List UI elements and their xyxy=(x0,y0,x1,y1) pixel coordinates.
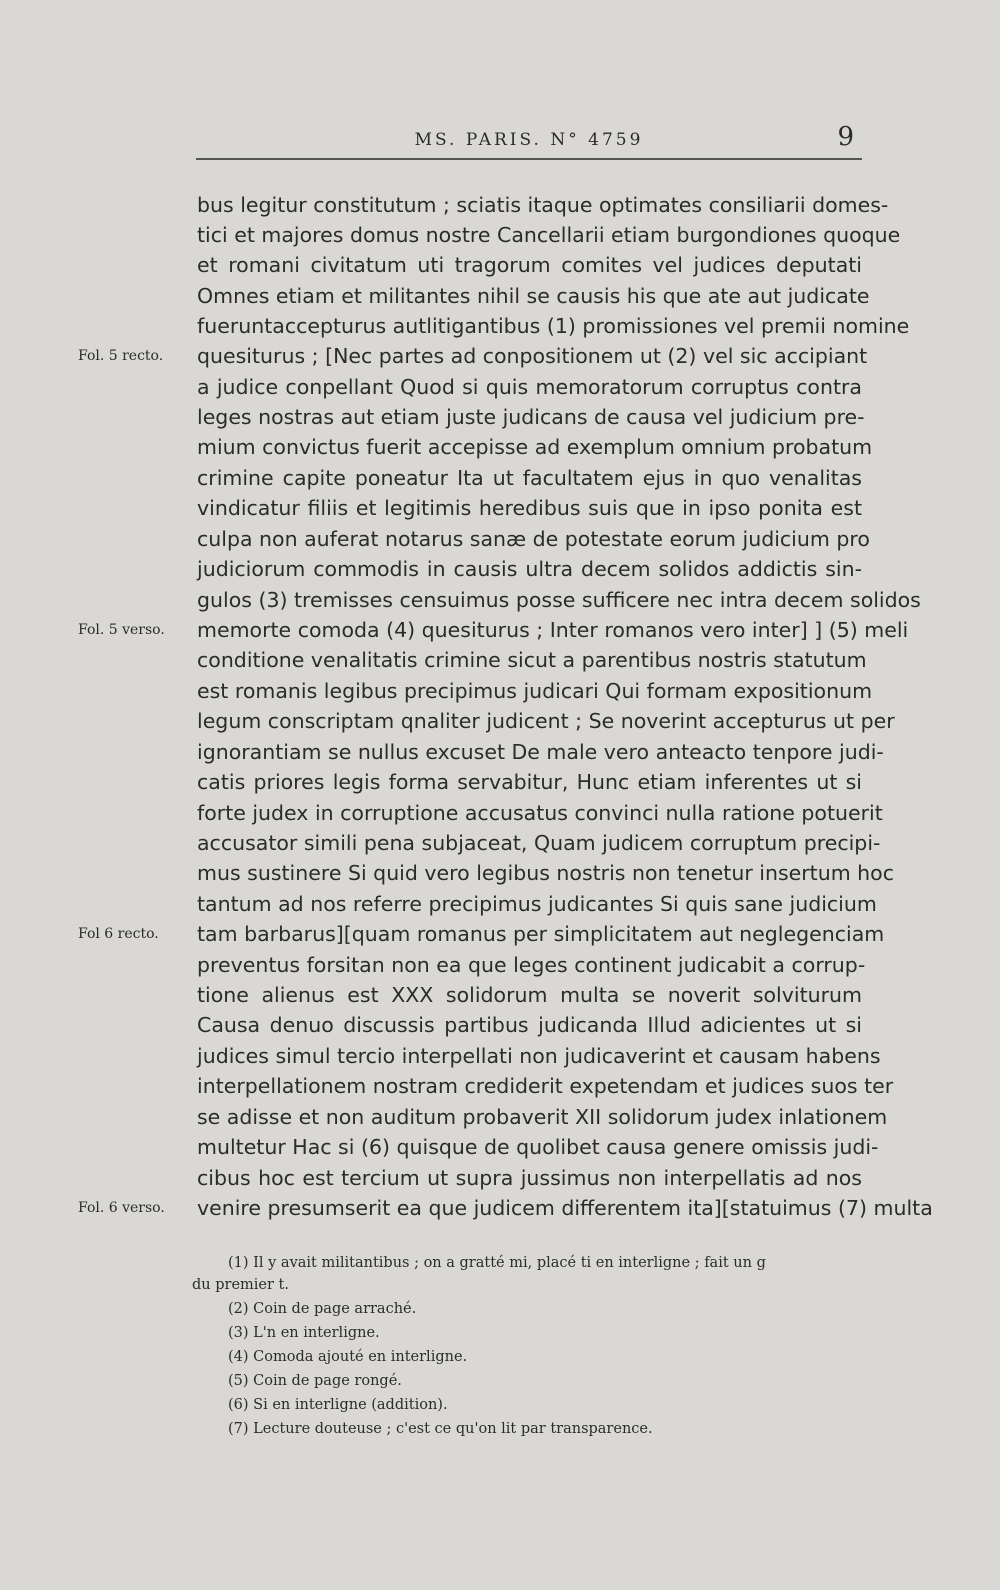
text-line: preventus forsitan non ea que leges continent judicabit a corrup- xyxy=(197,953,866,977)
text-line: judices simul tercio interpellati non judicaverint et causam habens xyxy=(197,1044,881,1068)
text-line: Omnes etiam et militantes nihil se causis his que ate aut judicate xyxy=(197,284,870,308)
text-line: gulos (3) tremisses censuimus posse sufficere nec intra decem solidos xyxy=(197,588,921,612)
text-line: se adisse et non auditum probaverit XII solidorum judex inlationem xyxy=(197,1105,888,1129)
text-line: ignorantiam se nullus excuset De male vero anteacto tenpore judi- xyxy=(197,740,884,764)
footnote: du premier t. xyxy=(192,1277,289,1293)
margin-note: Fol 6 recto. xyxy=(78,926,159,942)
footnote: (2) Coin de page arraché. xyxy=(228,1301,417,1317)
text-line: tam barbarus][quam romanus per simplicitatem aut neglegenciam xyxy=(197,922,885,946)
text-line: legum conscriptam qnaliter judicent ; Se noverint accepturus ut per xyxy=(197,709,895,733)
text-line: mus sustinere Si quid vero legibus nostris non tenetur insertum hoc xyxy=(197,861,894,885)
footnote: (6) Si en interligne (addition). xyxy=(228,1397,448,1413)
text-line: memorte comoda (4) quesiturus ; Inter romanos vero inter] ] (5) meli xyxy=(197,618,909,642)
text-line: judiciorum commodis in causis ultra decem solidos addictis sin- xyxy=(197,557,862,581)
text-line: tantum ad nos referre precipimus judicantes Si quis sane judicium xyxy=(197,892,877,916)
text-line: leges nostras aut etiam juste judicans de causa vel judicium pre- xyxy=(197,405,865,429)
text-line: quesiturus ; [Nec partes ad conpositionem ut (2) vel sic accipiant xyxy=(197,344,868,368)
text-line: bus legitur constitutum ; sciatis itaque optimates consiliarii domes- xyxy=(197,193,889,217)
footnote: (7) Lecture douteuse ; c'est ce qu'on lit par transparence. xyxy=(228,1421,653,1437)
text-line: tici et majores domus nostre Cancellarii etiam burgondiones quoque xyxy=(197,223,901,247)
running-title: MS. PARIS. N° 4759 xyxy=(414,130,644,150)
text-line: tione alienus est XXX solidorum multa se noverit solviturum xyxy=(197,983,862,1007)
text-line: crimine capite poneatur Ita ut facultatem ejus in quo venalitas xyxy=(197,466,862,490)
text-line: culpa non auferat notarus sanæ de potestate eorum judicium pro xyxy=(197,527,870,551)
text-line: accusator simili pena subjaceat, Quam judicem corruptum precipi- xyxy=(197,831,881,855)
text-line: est romanis legibus precipimus judicari Qui formam expositionum xyxy=(197,679,873,703)
text-line: venire presumserit ea que judicem differentem ita][statuimus (7) multa xyxy=(197,1196,933,1220)
text-line: conditione venalitatis crimine sicut a parentibus nostris statutum xyxy=(197,648,867,672)
page-header xyxy=(196,122,862,160)
text-line: interpellationem nostram crediderit expetendam et judices suos ter xyxy=(197,1074,894,1098)
footnote: (1) Il y avait militantibus ; on a gratté mi, placé ti en interligne ; fait un g xyxy=(228,1255,766,1271)
text-line: catis priores legis forma servabitur, Hunc etiam inferentes ut si xyxy=(197,770,862,794)
footnote: (3) L'n en interligne. xyxy=(228,1325,380,1341)
text-line: et romani civitatum uti tragorum comites vel judices deputati xyxy=(197,253,862,277)
text-line: mium convictus fuerit accepisse ad exemplum omnium probatum xyxy=(197,435,873,459)
margin-note: Fol. 6 verso. xyxy=(78,1200,165,1216)
footnote: (4) Comoda ajouté en interligne. xyxy=(228,1349,468,1365)
margin-note: Fol. 5 verso. xyxy=(78,622,165,638)
text-line: vindicatur filiis et legitimis heredibus suis que in ipso ponita est xyxy=(197,496,862,520)
footnote: (5) Coin de page rongé. xyxy=(228,1373,402,1389)
page-number: 9 xyxy=(837,122,854,152)
text-line: cibus hoc est tercium ut supra jussimus non interpellatis ad nos xyxy=(197,1166,862,1190)
margin-note: Fol. 5 recto. xyxy=(78,348,164,364)
text-line: a judice conpellant Quod si quis memoratorum corruptus contra xyxy=(197,375,862,399)
text-line: Causa denuo discussis partibus judicanda Illud adicientes ut si xyxy=(197,1013,862,1037)
text-line: fueruntaccepturus autlitigantibus (1) promissiones vel premii nomine xyxy=(197,314,910,338)
text-line: forte judex in corruptione accusatus convinci nulla ratione potuerit xyxy=(197,801,883,825)
text-line: multetur Hac si (6) quisque de quolibet causa genere omissis judi- xyxy=(197,1135,879,1159)
